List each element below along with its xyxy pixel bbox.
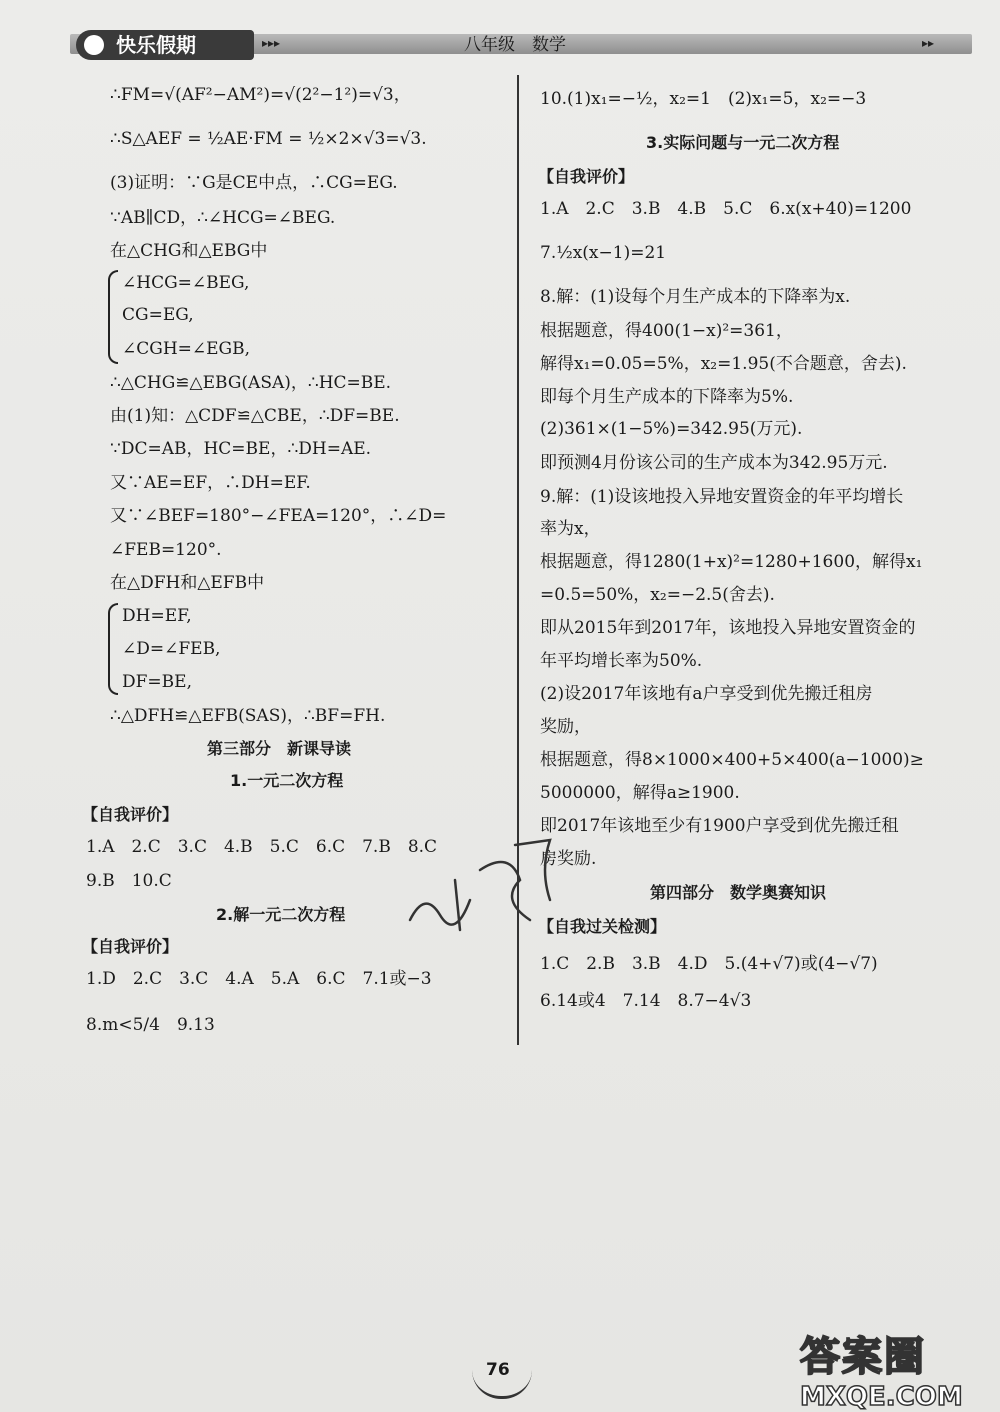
right-line-15: (2)设2017年该地有a户享受到优先搬迁租房 [540,684,873,704]
watermark-main: 答案圈 [800,1334,926,1380]
right-line-8: 即预测4月份该公司的生产成本为342.95万元. [540,453,888,473]
right-line-0: 10.(1)x₁=−½，x₂=1 (2)x₁=5，x₂=−3 [540,89,867,109]
section-1-title: 1.一元二次方程 [230,771,344,790]
watermark [800,1325,963,1412]
left-line-18: DF=BE, [122,672,192,692]
right-line-11: 根据题意，得1280(1+x)²=1280+1600，解得x₁ [540,552,923,572]
logo [76,30,254,60]
section-2-title: 2.解一元二次方程 [216,905,346,924]
left-line-2: ∴S△AEF = ½AE·FM = ½×2×√3=√3. [110,129,427,149]
right-line-14: 年平均增长率为50%. [540,651,703,671]
left-line-11: ∵DC=AB，HC=BE，∴DH=AE. [110,439,372,459]
right-line-12: =0.5=50%，x₂=−2.5(舍去). [540,585,775,605]
right-line-13: 即从2015年到2017年，该地投入异地安置资金的 [540,618,916,638]
left-line-10: 由(1)知：△CDF≌△CBE，∴DF=BE. [110,406,400,426]
left-line-8: ∠CGH=∠EGB, [122,339,251,359]
right-line-6: 即每个月生产成本的下降率为5%. [540,387,794,407]
logo-circle-icon [84,35,104,55]
left-line-16: DH=EF, [122,606,192,626]
part3-title: 第三部分 新课导读 [207,739,352,758]
right-line-5: 解得x₁=0.05=5%，x₂=1.95(不合题意，舍去). [540,354,907,374]
check-answers-row-2: 6.14或4 7.14 8.7−4√3 [540,991,752,1011]
left-line-14: ∠FEB=120°. [110,540,222,560]
left-line-17: ∠D=∠FEB, [122,639,221,659]
right-line-7: (2)361×(1−5%)=342.95(万元). [540,419,803,439]
left-line-15: 在△DFH和△EFB中 [110,573,265,593]
left-line-4: ∵AB∥CD，∴∠HCG=∠BEG. [110,208,336,228]
watermark-sub: MXQE.COM [800,1382,963,1412]
right-line-2: 7.½x(x−1)=21 [540,243,667,263]
right-line-19: 即2017年该地至少有1900户享受到优先搬迁租 [540,816,899,836]
arrows-right-icon: ▸▸ [922,36,935,50]
header-title: 八年级 数学 [464,35,566,55]
right-line-4: 根据题意，得400(1−x)²=361， [540,321,793,341]
right-line-17: 根据题意，得8×1000×400+5×400(a−1000)≥ [540,750,924,770]
right-line-9: 9.解：(1)设该地投入异地安置资金的年平均增长 [540,487,904,507]
check-answers-row-1: 1.C 2.B 3.B 4.D 5.(4+√7)或(4−√7) [540,954,878,974]
part4-title: 第四部分 数学奥赛知识 [650,883,827,902]
right-line-20: 房奖励. [540,849,597,869]
left-line-13: 又∵∠BEF=180°−∠FEA=120°，∴∠D= [110,506,447,526]
answers-2-row-2: 8.m<5/4 9.13 [86,1015,215,1035]
brace-2-icon [108,603,118,695]
left-line-19: ∴△DFH≌△EFB(SAS)，∴BF=FH. [110,706,386,726]
left-line-6: ∠HCG=∠BEG, [122,273,250,293]
eval-label-1: 【自我评价】 [82,805,179,824]
left-line-12: 又∵AE=EF，∴DH=EF. [110,473,311,493]
section-3-title: 3.实际问题与一元二次方程 [646,133,840,152]
right-line-10: 率为x， [540,519,601,539]
left-line-9: ∴△CHG≌△EBG(ASA)，∴HC=BE. [110,373,392,393]
eval-label-3: 【自我评价】 [538,167,635,186]
right-line-1: 1.A 2.C 3.B 4.B 5.C 6.x(x+40)=1200 [540,199,912,219]
answers-1-row-2: 9.B 10.C [86,871,172,891]
eval-label-2: 【自我评价】 [82,937,179,956]
answers-2-row-1: 1.D 2.C 3.C 4.A 5.A 6.C 7.1或−3 [86,969,432,989]
right-line-16: 奖励， [540,717,591,737]
left-line-7: CG=EG, [122,305,194,325]
right-line-3: 8.解：(1)设每个月生产成本的下降率为x. [540,287,851,307]
left-line-5: 在△CHG和△EBG中 [110,241,268,261]
left-line-1: ∴FM=√(AF²−AM²)=√(2²−1²)=√3， [110,85,411,105]
check-label: 【自我过关检测】 [538,917,667,936]
answers-1-row-1: 1.A 2.C 3.C 4.B 5.C 6.C 7.B 8.C [86,837,438,857]
page-number: 76 [486,1360,510,1380]
handwritten-signature [400,820,560,950]
logo-text: 快乐假期 [116,33,196,57]
brace-1-icon [108,270,118,364]
arrows-left-icon: ▸▸▸ [262,36,281,50]
left-line-3: (3)证明：∵G是CE中点，∴CG=EG. [110,173,398,193]
right-line-18: 5000000，解得a≥1900. [540,783,740,803]
